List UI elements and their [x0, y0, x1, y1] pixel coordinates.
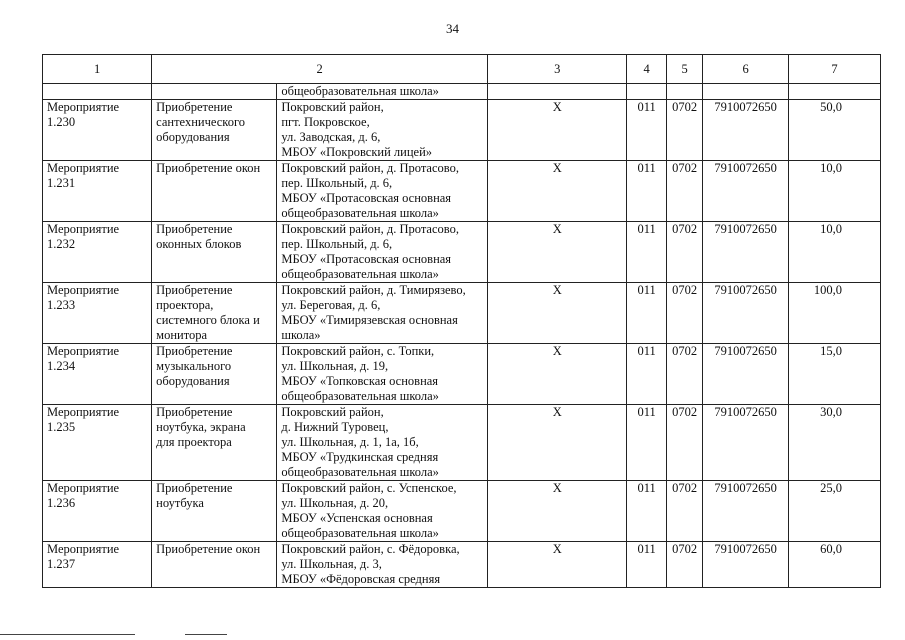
header-cell-3: 3 — [488, 55, 627, 84]
col7-value: 15,0 — [788, 344, 880, 405]
col4-value: 011 — [627, 405, 667, 481]
footer-line-left — [0, 634, 135, 635]
header-cell-7: 7 — [788, 55, 880, 84]
col7-value: 25,0 — [788, 481, 880, 542]
col6-value: 7910072650 — [703, 481, 789, 542]
col3-value: Х — [488, 344, 627, 405]
measure-id: Мероприятие 1.234 — [43, 344, 152, 405]
measure-id: Мероприятие 1.235 — [43, 405, 152, 481]
col6-value: 7910072650 — [703, 222, 789, 283]
col7-value: 60,0 — [788, 542, 880, 588]
col5-value: 0702 — [666, 222, 702, 283]
measures-table — [42, 54, 881, 588]
col5-value: 0702 — [666, 344, 702, 405]
col4-value: 011 — [627, 481, 667, 542]
measure-location: Покровский район, д. Нижний Туровец, ул. Школьная, д. 1, 1а, 1б, МБОУ «Трудкинская средняя общеобразовательная школа» — [277, 405, 488, 481]
header-cell-1: 1 — [43, 55, 152, 84]
col5-value: 0702 — [666, 542, 702, 588]
col5-value: 0702 — [666, 161, 702, 222]
col3-value: Х — [488, 283, 627, 344]
measure-id: Мероприятие 1.236 — [43, 481, 152, 542]
measure-item: Приобретение оконных блоков — [152, 222, 277, 283]
col6-value: 7910072650 — [703, 283, 789, 344]
col6-value: 7910072650 — [703, 100, 789, 161]
header-cell-2: 2 — [152, 55, 488, 84]
col6-value: 7910072650 — [703, 161, 789, 222]
table-row — [43, 100, 881, 161]
header-cell-5: 5 — [666, 55, 702, 84]
measure-item: Приобретение сантехнического оборудования — [152, 100, 277, 161]
measure-id: Мероприятие 1.233 — [43, 283, 152, 344]
table-row — [43, 161, 881, 222]
measure-id: Мероприятие 1.232 — [43, 222, 152, 283]
header-cell-6: 6 — [703, 55, 789, 84]
measure-location: Покровский район, пгт. Покровское, ул. Заводская, д. 6, МБОУ «Покровский лицей» — [277, 100, 488, 161]
col3-value: Х — [488, 481, 627, 542]
col7-value: 10,0 — [788, 161, 880, 222]
measure-id: Мероприятие 1.230 — [43, 100, 152, 161]
col3-value: Х — [488, 542, 627, 588]
table-row — [43, 222, 881, 283]
table-row — [43, 344, 881, 405]
col4-value: 011 — [627, 283, 667, 344]
col7-value: 10,0 — [788, 222, 880, 283]
carry-over-row — [43, 84, 881, 100]
col6-value: 7910072650 — [703, 344, 789, 405]
col3-value: Х — [488, 161, 627, 222]
col3-value: Х — [488, 100, 627, 161]
col3-value: Х — [488, 405, 627, 481]
header-cell-4: 4 — [627, 55, 667, 84]
measure-location: Покровский район, д. Протасово, пер. Школьный, д. 6, МБОУ «Протасовская основная общеобразовательная школа» — [277, 222, 488, 283]
col4-value: 011 — [627, 100, 667, 161]
measure-id: Мероприятие 1.237 — [43, 542, 152, 588]
measure-id: Мероприятие 1.231 — [43, 161, 152, 222]
measure-location: Покровский район, д. Тимирязево, ул. Береговая, д. 6, МБОУ «Тимирязевская основная школа» — [277, 283, 488, 344]
col7-value: 50,0 — [788, 100, 880, 161]
footer-line-right — [185, 634, 227, 635]
col6-value: 7910072650 — [703, 405, 789, 481]
table-row — [43, 481, 881, 542]
col4-value: 011 — [627, 344, 667, 405]
col5-value: 0702 — [666, 481, 702, 542]
col4-value: 011 — [627, 161, 667, 222]
page-number: 34 — [446, 21, 459, 36]
col4-value: 011 — [627, 222, 667, 283]
col5-value: 0702 — [666, 405, 702, 481]
measure-location: Покровский район, с. Топки, ул. Школьная, д. 19, МБОУ «Топковская основная общеобразовательная школа» — [277, 344, 488, 405]
table-row — [43, 405, 881, 481]
carry-over-text: общеобразовательная школа» — [277, 84, 488, 100]
col4-value: 011 — [627, 542, 667, 588]
col3-value: Х — [488, 222, 627, 283]
measure-item: Приобретение ноутбука — [152, 481, 277, 542]
measure-location: Покровский район, с. Успенское, ул. Школьная, д. 20, МБОУ «Успенская основная общеобразовательная школа» — [277, 481, 488, 542]
measure-item: Приобретение окон — [152, 542, 277, 588]
measure-item: Приобретение музыкального оборудования — [152, 344, 277, 405]
col7-value: 30,0 — [788, 405, 880, 481]
table-row — [43, 283, 881, 344]
measure-item: Приобретение окон — [152, 161, 277, 222]
table-row — [43, 542, 881, 588]
measure-location: Покровский район, с. Фёдоровка, ул. Школьная, д. 3, МБОУ «Фёдоровская средняя — [277, 542, 488, 588]
header-row — [43, 55, 881, 84]
measure-location: Покровский район, д. Протасово, пер. Школьный, д. 6, МБОУ «Протасовская основная общеобразовательная школа» — [277, 161, 488, 222]
measure-item: Приобретение проектора, системного блока и монитора — [152, 283, 277, 344]
col7-value: 100,0 — [788, 283, 880, 344]
col5-value: 0702 — [666, 100, 702, 161]
col5-value: 0702 — [666, 283, 702, 344]
measure-item: Приобретение ноутбука, экрана для проектора — [152, 405, 277, 481]
col6-value: 7910072650 — [703, 542, 789, 588]
